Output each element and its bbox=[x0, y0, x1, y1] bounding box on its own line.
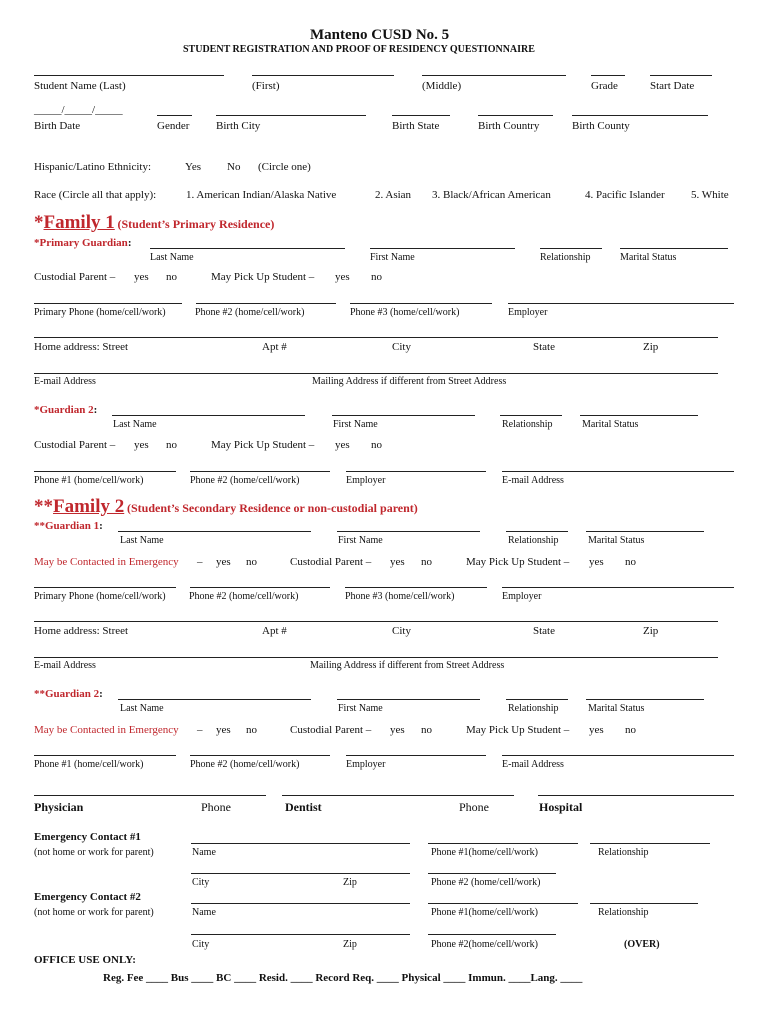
grade-label: Grade bbox=[591, 80, 618, 92]
hospital-line[interactable] bbox=[538, 795, 734, 796]
guardian2-label: *Guardian 2: bbox=[34, 404, 98, 416]
email-mailing-line[interactable] bbox=[34, 373, 718, 374]
middle-name-line[interactable] bbox=[422, 75, 566, 76]
family2-heading bbox=[34, 497, 418, 516]
hospital-label: Hospital bbox=[539, 800, 583, 814]
birth-city-line[interactable] bbox=[216, 115, 366, 116]
g2-employer-line[interactable] bbox=[346, 471, 486, 472]
f2g1-primary-phone-line[interactable] bbox=[34, 587, 176, 588]
f2g2-custodial-no[interactable]: no bbox=[421, 724, 432, 736]
birth-state-label: Birth State bbox=[392, 120, 440, 132]
family2-note: (Student’s Secondary Residence or non-custodial parent) bbox=[127, 501, 418, 515]
form-subtitle: STUDENT REGISTRATION AND PROOF OF RESIDENCY QUESTIONNAIRE bbox=[183, 44, 535, 55]
city-label: City bbox=[392, 341, 411, 353]
birth-date-label: Birth Date bbox=[34, 120, 81, 132]
birth-county-label: Birth County bbox=[572, 120, 630, 132]
primary-guardian-text: *Primary Guardian bbox=[34, 237, 128, 249]
f2g1-phone2-label: Phone #2 (home/cell/work) bbox=[189, 591, 299, 602]
f2g2-marital-label: Marital Status bbox=[588, 703, 645, 714]
f2g1-custodial-yes[interactable]: yes bbox=[390, 556, 405, 568]
g2-last-name-label: Last Name bbox=[113, 419, 157, 430]
g2-custodial-label: Custodial Parent – bbox=[34, 439, 116, 451]
dentist-label: Dentist bbox=[285, 800, 322, 814]
g2-marital-label: Marital Status bbox=[582, 419, 639, 430]
pg-last-name-label: Last Name bbox=[150, 252, 194, 263]
f2g1-employer-label: Employer bbox=[502, 591, 542, 602]
student-middle-label: (Middle) bbox=[422, 80, 462, 92]
student-last-label: Student Name (Last) bbox=[34, 80, 126, 92]
f2g1-phone3-line[interactable] bbox=[345, 587, 487, 588]
g2-relationship-label: Relationship bbox=[502, 419, 553, 430]
f2g1-relationship-line[interactable] bbox=[506, 531, 568, 532]
race-option[interactable]: 1. American Indian/Alaska Native bbox=[186, 189, 337, 201]
birth-country-label: Birth Country bbox=[478, 120, 540, 132]
pg-first-name-line[interactable] bbox=[370, 248, 515, 249]
ec2-name-label: Name bbox=[192, 907, 216, 918]
guardian2-text: *Guardian 2 bbox=[34, 404, 94, 416]
f2g1-first-name-label: First Name bbox=[338, 535, 383, 546]
dentist-phone-label: Phone bbox=[459, 800, 489, 814]
f2g1-relationship-label: Relationship bbox=[508, 535, 559, 546]
f2g2-pickup-label: May Pick Up Student – bbox=[466, 724, 570, 736]
f2g2-first-name-line[interactable] bbox=[337, 699, 480, 700]
g2-last-name-line[interactable] bbox=[112, 415, 305, 416]
ec2-phone1-line[interactable] bbox=[428, 903, 578, 904]
student-first-label: (First) bbox=[252, 80, 280, 92]
f2-mailing-label: Mailing Address if different from Street Address bbox=[310, 660, 505, 671]
race-option[interactable]: 5. White bbox=[691, 189, 729, 201]
physician-phone-label: Phone bbox=[201, 800, 231, 814]
ec1-relationship-line[interactable] bbox=[590, 843, 710, 844]
pg-first-name-label: First Name bbox=[370, 252, 415, 263]
f2g2-first-name-label: First Name bbox=[338, 703, 383, 714]
mailing-label: Mailing Address if different from Street Address bbox=[312, 376, 507, 387]
hispanic-no-option[interactable]: No bbox=[227, 161, 241, 173]
ec2-relationship-label: Relationship bbox=[598, 907, 649, 918]
form-title: Manteno CUSD No. 5 bbox=[310, 27, 450, 43]
f2g2-last-name-label: Last Name bbox=[120, 703, 164, 714]
g2-pickup-no[interactable]: no bbox=[371, 439, 382, 451]
primary-guardian-label: *Primary Guardian: bbox=[34, 237, 132, 249]
first-name-line[interactable] bbox=[252, 75, 394, 76]
pg-employer-line[interactable] bbox=[508, 303, 734, 304]
f2g1-primary-phone-label: Primary Phone (home/cell/work) bbox=[34, 591, 166, 602]
f2-home-street-label: Home address: Street bbox=[34, 625, 129, 637]
pg-pickup-no[interactable]: no bbox=[371, 271, 382, 283]
f2g1-phone2-line[interactable] bbox=[190, 587, 330, 588]
g2-employer-label: Employer bbox=[346, 475, 386, 486]
start-date-line[interactable] bbox=[650, 75, 712, 76]
gender-line[interactable] bbox=[157, 115, 192, 116]
ec1-city-zip-line[interactable] bbox=[191, 873, 410, 874]
f2g1-custodial-label: Custodial Parent – bbox=[290, 556, 372, 568]
family1-title: Family 1 bbox=[43, 212, 115, 233]
pg-last-name-line[interactable] bbox=[150, 248, 345, 249]
race-option[interactable]: 4. Pacific Islander bbox=[585, 189, 665, 201]
f2g2-employer-line[interactable] bbox=[346, 755, 486, 756]
g2-phone2-line[interactable] bbox=[190, 471, 330, 472]
f2g1-custodial-no[interactable]: no bbox=[421, 556, 432, 568]
birth-city-label: Birth City bbox=[216, 120, 261, 132]
g2-custodial-no[interactable]: no bbox=[166, 439, 177, 451]
f2g2-custodial-label: Custodial Parent – bbox=[290, 724, 372, 736]
f2g1-last-name-line[interactable] bbox=[118, 531, 311, 532]
state-label: State bbox=[533, 341, 555, 353]
f2g2-relationship-line[interactable] bbox=[506, 699, 568, 700]
ec1-phone2-label: Phone #2 (home/cell/work) bbox=[431, 877, 541, 888]
zip-label: Zip bbox=[643, 341, 659, 353]
ec2-name-line[interactable] bbox=[191, 903, 410, 904]
g2-email-label: E-mail Address bbox=[502, 475, 564, 486]
f2-guardian2-label: **Guardian 2: bbox=[34, 688, 103, 700]
f2g2-phone2-label: Phone #2 (home/cell/work) bbox=[190, 759, 300, 770]
f2-apt-label: Apt # bbox=[262, 625, 287, 637]
birth-country-line[interactable] bbox=[478, 115, 553, 116]
ec1-name-line[interactable] bbox=[191, 843, 410, 844]
family1-note: (Student’s Primary Residence) bbox=[117, 217, 275, 231]
f2g2-email-line[interactable] bbox=[502, 755, 734, 756]
g2-marital-line[interactable] bbox=[580, 415, 698, 416]
f2g1-emergency-yes[interactable]: yes bbox=[216, 556, 231, 568]
f2g1-phone3-label: Phone #3 (home/cell/work) bbox=[345, 591, 455, 602]
f2g2-phone2-line[interactable] bbox=[190, 755, 330, 756]
ec1-relationship-label: Relationship bbox=[598, 847, 649, 858]
f2g1-marital-label: Marital Status bbox=[588, 535, 645, 546]
ec1-phone2-line[interactable] bbox=[428, 873, 556, 874]
f2g2-phone1-label: Phone #1 (home/cell/work) bbox=[34, 759, 144, 770]
physician-label: Physician bbox=[34, 800, 84, 814]
pg-phone3-label: Phone #3 (home/cell/work) bbox=[350, 307, 460, 318]
f2g2-phone1-line[interactable] bbox=[34, 755, 176, 756]
family1-prefix: * bbox=[34, 212, 44, 233]
g2-phone2-label: Phone #2 (home/cell/work) bbox=[190, 475, 300, 486]
f2-state-label: State bbox=[533, 625, 555, 637]
pg-phone3-line[interactable] bbox=[350, 303, 492, 304]
emergency-contact2-note: (not home or work for parent) bbox=[34, 907, 154, 918]
pg-custodial-label: Custodial Parent – bbox=[34, 271, 116, 283]
ec2-relationship-line[interactable] bbox=[590, 903, 698, 904]
f2-city-label: City bbox=[392, 625, 411, 637]
ec2-city-zip-line[interactable] bbox=[191, 934, 410, 935]
f2g1-emergency-label: May be Contacted in Emergency bbox=[34, 556, 179, 568]
pg-phone2-line[interactable] bbox=[196, 303, 336, 304]
ec1-name-label: Name bbox=[192, 847, 216, 858]
emergency-contact1-label: Emergency Contact #1 bbox=[34, 831, 141, 843]
f2g2-pickup-no[interactable]: no bbox=[625, 724, 636, 736]
home-address-line[interactable] bbox=[34, 337, 718, 338]
f2g1-first-name-line[interactable] bbox=[337, 531, 480, 532]
f2-email-label: E-mail Address bbox=[34, 660, 96, 671]
f2-guardian1-text: **Guardian 1 bbox=[34, 520, 100, 532]
grade-line[interactable] bbox=[591, 75, 625, 76]
f2-zip-label: Zip bbox=[643, 625, 659, 637]
f2g1-emergency-dash: – bbox=[197, 556, 203, 568]
family2-prefix: ** bbox=[34, 496, 53, 517]
office-use-label: OFFICE USE ONLY: bbox=[34, 954, 136, 966]
circle-one-note: (Circle one) bbox=[258, 161, 311, 173]
f2g2-custodial-yes[interactable]: yes bbox=[390, 724, 405, 736]
pg-pickup-label: May Pick Up Student – bbox=[211, 271, 315, 283]
f2g2-pickup-yes[interactable]: yes bbox=[589, 724, 604, 736]
f2g1-last-name-label: Last Name bbox=[120, 535, 164, 546]
f2g2-employer-label: Employer bbox=[346, 759, 386, 770]
g2-first-name-label: First Name bbox=[333, 419, 378, 430]
f2g2-emergency-no[interactable]: no bbox=[246, 724, 257, 736]
ec2-zip-label: Zip bbox=[343, 939, 357, 950]
f2g1-pickup-no[interactable]: no bbox=[625, 556, 636, 568]
email-label: E-mail Address bbox=[34, 376, 96, 387]
f2-home-address-line[interactable] bbox=[34, 621, 718, 622]
pg-employer-label: Employer bbox=[508, 307, 548, 318]
pg-relationship-label: Relationship bbox=[540, 252, 591, 263]
race-option[interactable]: 2. Asian bbox=[375, 189, 412, 201]
last-name-line[interactable] bbox=[34, 75, 224, 76]
ec1-phone1-line[interactable] bbox=[428, 843, 578, 844]
start-date-label: Start Date bbox=[650, 80, 695, 92]
ec2-phone1-label: Phone #1(home/cell/work) bbox=[431, 907, 538, 918]
birth-county-line[interactable] bbox=[572, 115, 708, 116]
family2-title: Family 2 bbox=[53, 496, 125, 517]
pg-primary-phone-line[interactable] bbox=[34, 303, 182, 304]
emergency-contact2-label: Emergency Contact #2 bbox=[34, 891, 141, 903]
physician-line[interactable] bbox=[34, 795, 266, 796]
g2-email-line[interactable] bbox=[502, 471, 734, 472]
pg-phone2-label: Phone #2 (home/cell/work) bbox=[195, 307, 305, 318]
f2g1-pickup-yes[interactable]: yes bbox=[589, 556, 604, 568]
f2g2-relationship-label: Relationship bbox=[508, 703, 559, 714]
dentist-line[interactable] bbox=[282, 795, 514, 796]
g2-first-name-line[interactable] bbox=[332, 415, 475, 416]
g2-pickup-yes[interactable]: yes bbox=[335, 439, 350, 451]
home-street-label: Home address: Street bbox=[34, 341, 129, 353]
pg-pickup-yes[interactable]: yes bbox=[335, 271, 350, 283]
g2-custodial-yes[interactable]: yes bbox=[134, 439, 149, 451]
birth-date-field[interactable]: _____/_____/_____ bbox=[34, 104, 123, 116]
g2-phone1-label: Phone #1 (home/cell/work) bbox=[34, 475, 144, 486]
g2-relationship-line[interactable] bbox=[500, 415, 562, 416]
pg-relationship-line[interactable] bbox=[540, 248, 602, 249]
f2g2-last-name-line[interactable] bbox=[118, 699, 311, 700]
f2g1-pickup-label: May Pick Up Student – bbox=[466, 556, 570, 568]
ec1-zip-label: Zip bbox=[343, 877, 357, 888]
hispanic-yes-option[interactable]: Yes bbox=[185, 161, 202, 173]
g2-phone1-line[interactable] bbox=[34, 471, 176, 472]
f2g2-marital-line[interactable] bbox=[586, 699, 704, 700]
f2g1-emergency-no[interactable]: no bbox=[246, 556, 257, 568]
ec2-phone2-label: Phone #2(home/cell/work) bbox=[431, 939, 538, 950]
f2-guardian2-text: **Guardian 2 bbox=[34, 688, 100, 700]
pg-custodial-no[interactable]: no bbox=[166, 271, 177, 283]
pg-marital-label: Marital Status bbox=[620, 252, 677, 263]
race-label: Race (Circle all that apply): bbox=[34, 189, 157, 201]
f2g1-employer-line[interactable] bbox=[502, 587, 734, 588]
ec1-phone1-label: Phone #1(home/cell/work) bbox=[431, 847, 538, 858]
emergency-contact1-note: (not home or work for parent) bbox=[34, 847, 154, 858]
family1-heading bbox=[34, 213, 274, 232]
apt-label: Apt # bbox=[262, 341, 287, 353]
gender-label: Gender bbox=[157, 120, 190, 132]
g2-pickup-label: May Pick Up Student – bbox=[211, 439, 315, 451]
f2g1-marital-line[interactable] bbox=[586, 531, 704, 532]
f2g2-email-label: E-mail Address bbox=[502, 759, 564, 770]
pg-primary-phone-label: Primary Phone (home/cell/work) bbox=[34, 307, 166, 318]
ec2-city-label: City bbox=[192, 939, 210, 950]
f2g2-emergency-label: May be Contacted in Emergency bbox=[34, 724, 179, 736]
birth-state-line[interactable] bbox=[392, 115, 450, 116]
hispanic-label: Hispanic/Latino Ethnicity: bbox=[34, 161, 152, 173]
race-option[interactable]: 3. Black/African American bbox=[432, 189, 551, 201]
over-label: (OVER) bbox=[624, 939, 660, 950]
f2-guardian1-label: **Guardian 1: bbox=[34, 520, 103, 532]
f2g2-emergency-yes[interactable]: yes bbox=[216, 724, 231, 736]
ec2-phone2-line[interactable] bbox=[428, 934, 556, 935]
pg-custodial-yes[interactable]: yes bbox=[134, 271, 149, 283]
f2-email-mailing-line[interactable] bbox=[34, 657, 718, 658]
pg-marital-line[interactable] bbox=[620, 248, 728, 249]
office-use-fields: Reg. Fee ____ Bus ____ BC ____ Resid. ____ Record Req. ____ Physical ____ Immun. ____Lang. ____ bbox=[103, 972, 583, 984]
f2g2-emergency-dash: – bbox=[197, 724, 203, 736]
ec1-city-label: City bbox=[192, 877, 210, 888]
